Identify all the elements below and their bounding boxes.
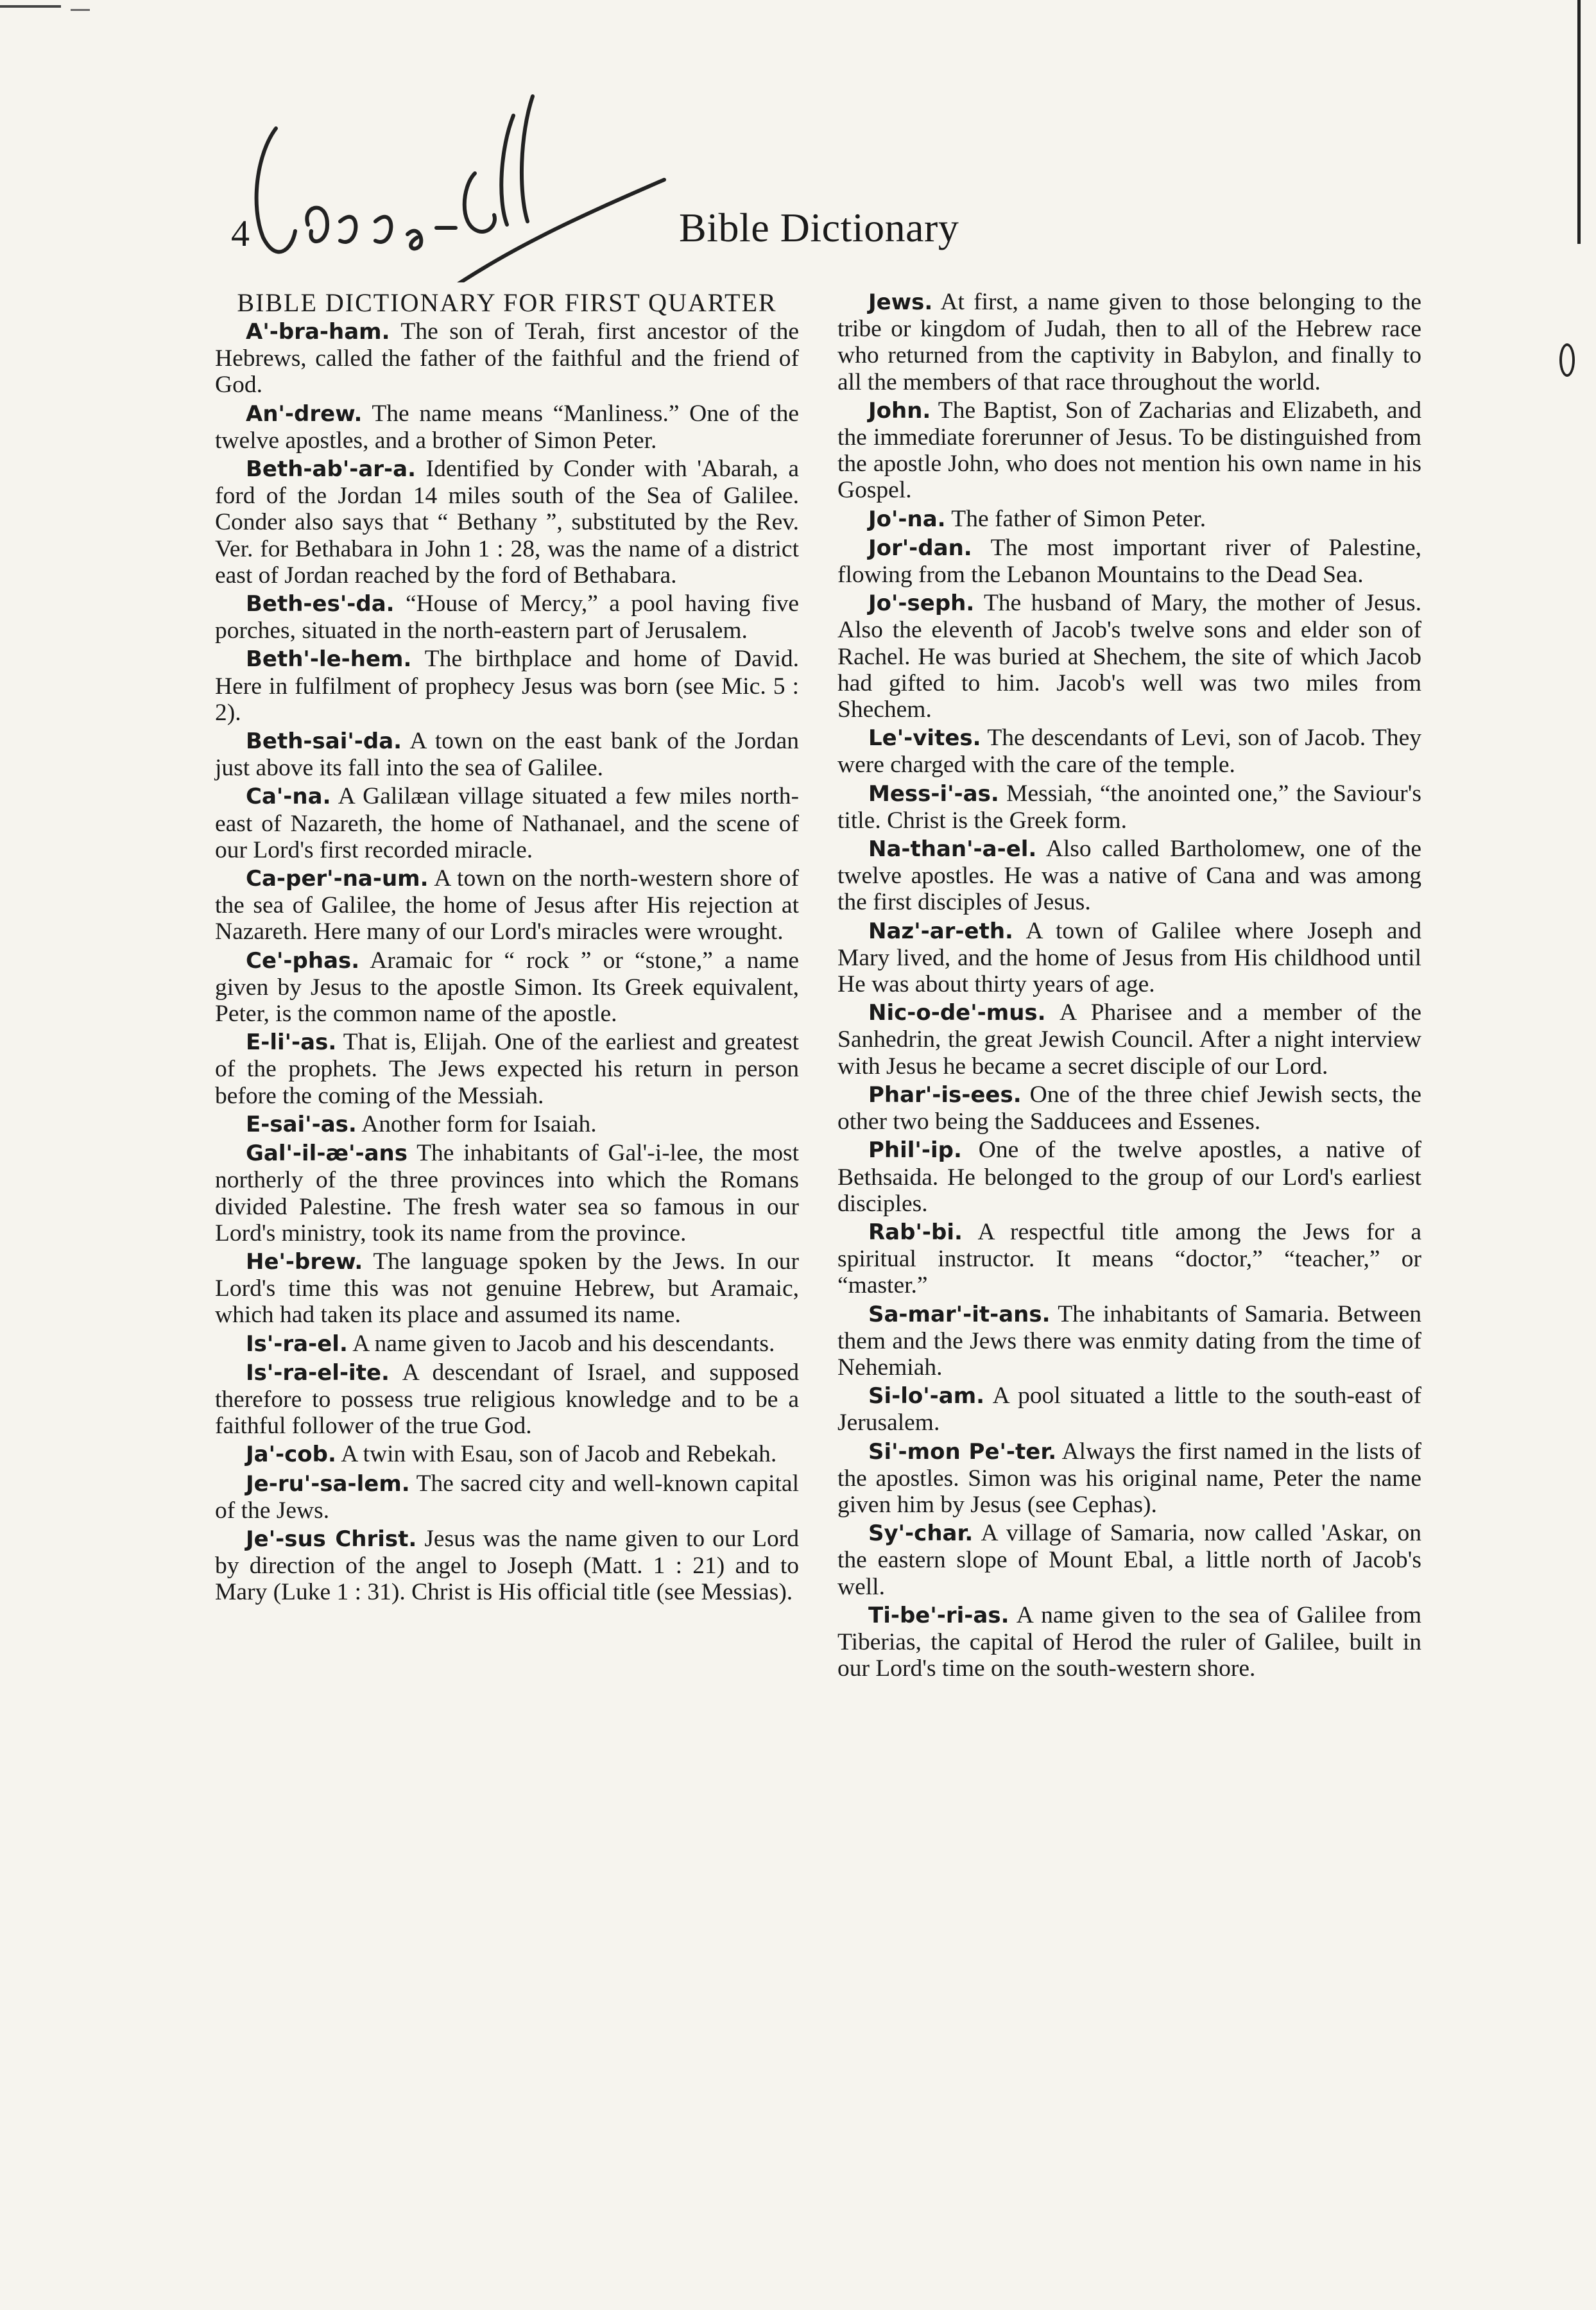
entry-term: Ca'-na. <box>246 784 331 810</box>
entry-term: Beth-ab'-ar-a. <box>246 456 416 483</box>
dictionary-entry <box>215 947 799 1028</box>
margin-mark <box>1559 343 1575 377</box>
entry-definition: A town on the north-western shore of the sea of Galilee, the home of Jesus after His rejection at Nazareth. Here many of our Lord's miracles were wrought. <box>215 865 799 945</box>
dictionary-entry <box>837 590 1421 723</box>
dictionary-entry <box>837 1438 1421 1519</box>
dictionary-entry <box>215 646 799 726</box>
dictionary-entry <box>837 1137 1421 1217</box>
section-title: BIBLE DICTIONARY FOR FIRST QUARTER <box>237 288 777 317</box>
dictionary-entry <box>215 401 799 454</box>
entry-definition: A twin with Esau, son of Jacob and Rebekah. <box>341 1441 777 1468</box>
dictionary-entry <box>837 836 1421 916</box>
dictionary-entry <box>215 318 799 399</box>
entry-definition: The sacred city and well-known capital of the Jews. <box>215 1470 799 1524</box>
entry-definition: The Baptist, Son of Zacharias and Elizabeth, and the immediate forerunner of Jesus. To be distinguished from the apostle John, who does not mention his own name in his Gospel. <box>837 397 1421 504</box>
entry-term: Jor'-dan. <box>868 535 972 561</box>
page-number: 4 <box>231 212 250 254</box>
dictionary-entry <box>215 1359 799 1440</box>
entry-term: Jo'-na. <box>868 506 946 532</box>
entry-definition: Jesus was the name given to our Lord by direction of the angel to Joseph (Matt. 1 : 21) and to Mary (Luke 1 : 31). Christ is His official title (see Messias). <box>215 1525 800 1606</box>
dictionary-entry <box>215 1111 799 1138</box>
dictionary-entry <box>837 1520 1421 1600</box>
dictionary-entry <box>215 456 799 589</box>
entry-definition: At first, a name given to those belonging to the tribe or kingdom of Judah, then to all of the Hebrew race who returned from the captivity in Babylon, and finally to all the members of that race throughout the world. <box>837 289 1421 395</box>
entry-term: Beth-sai'-da. <box>246 728 402 755</box>
entry-definition: One of the twelve apostles, a native of Bethsaida. He belonged to the group of our Lord's earliest disciples. <box>837 1137 1421 1217</box>
dictionary-entry <box>215 1526 799 1606</box>
entry-term: Is'-ra-el. <box>246 1331 348 1357</box>
entry-definition: That is, Elijah. One of the earliest and greatest of the prophets. The Jews expected his return in person before the coming of the Messiah. <box>215 1029 799 1109</box>
dictionary-entry <box>215 728 799 781</box>
entry-term: Ja'-cob. <box>246 1442 336 1468</box>
entry-definition: A name given to the sea of Galilee from Tiberias, the capital of Herod the ruler of Galilee, built in our Lord's time on the south-western shore. <box>837 1601 1421 1682</box>
entry-term: He'-brew. <box>246 1248 363 1275</box>
entry-definition: The birthplace and home of David. Here in fulfilment of prophecy Jesus was born (see Mic. 5 : 2). <box>215 646 799 726</box>
dictionary-entry <box>837 999 1421 1080</box>
entry-definition: The inhabitants of Samaria. Between them and the Jews there was enmity dating from the time of Nehemiah. <box>837 1300 1422 1381</box>
entry-term: Si-lo'-am. <box>868 1383 985 1409</box>
entry-definition: Aramaic for “ rock ” or “stone,” a name given by Jesus to the apostle Simon. Its Greek equivalent, Peter, is the common name of the apostle. <box>215 947 799 1028</box>
dictionary-entry <box>837 1219 1421 1299</box>
entry-definition: Identified by Conder with 'Abarah, a ford of the Jordan 14 miles south of the Sea of Galilee. Conder also says that “ Bethany ”, substituted by the Rev. Ver. for Bethabara in John 1 : 28, was the name of a district east of Jordan reached by the ford of Bethabara. <box>215 456 800 589</box>
dictionary-entry <box>837 1383 1421 1436</box>
entry-term: Is'-ra-el-ite. <box>246 1359 390 1386</box>
entry-term: Jews. <box>868 289 933 315</box>
entry-definition: A Galilæan village situated a few miles north-east of Nazareth, the home of Nathanael, and the scene of our Lord's first recorded miracle. <box>215 783 799 863</box>
dictionary-entry <box>215 590 799 644</box>
page-header-title: Bible Dictionary <box>679 205 959 250</box>
page-edge-line <box>1577 0 1581 244</box>
dictionary-entry <box>215 1248 799 1329</box>
entry-definition: Also called Bartholomew, one of the twelve apostles. He was a native of Cana and was among the first disciples of Jesus. <box>837 836 1421 916</box>
dictionary-entry <box>837 535 1421 588</box>
dictionary-entry <box>837 397 1421 504</box>
entry-term: An'-drew. <box>246 401 363 427</box>
entry-definition: The language spoken by the Jews. In our Lord's time this was not genuine Hebrew, but Aramaic, which had taken its place and assumed its name. <box>215 1248 800 1329</box>
entry-term: Ce'-phas. <box>246 947 360 974</box>
entry-term: Jo'-seph. <box>868 590 975 617</box>
dictionary-entry <box>215 783 799 863</box>
entry-definition: The inhabitants of Gal'-i-lee, the most northerly of the three provinces into which the Romans divided Palestine. The fresh water sea so famous in our Lord's ministry, took its name from the province. <box>215 1140 800 1246</box>
entry-term: Le'-vites. <box>868 725 981 752</box>
right-column <box>837 289 1421 1684</box>
dictionary-entry <box>215 1029 799 1109</box>
entry-term: Beth'-le-hem. <box>246 646 412 673</box>
dictionary-entry <box>215 1331 799 1358</box>
entry-definition: A descendant of Israel, and supposed therefore to possess true religious knowledge and to be a faithful follower of the true God. <box>215 1359 799 1440</box>
entry-definition: The father of Simon Peter. <box>951 505 1206 532</box>
entry-definition: Another form for Isaiah. <box>361 1110 597 1137</box>
entry-definition: The descendants of Levi, son of Jacob. They were charged with the care of the temple. <box>837 725 1421 779</box>
entry-definition: A Pharisee and a member of the Sanhedrin, the great Jewish Council. After a night interview with Jesus he became a secret disciple of our Lord. <box>837 999 1421 1080</box>
entry-term: A'-bra-ham. <box>246 319 390 345</box>
entry-term: Je'-sus Christ. <box>246 1526 417 1552</box>
dictionary-entry <box>837 725 1421 778</box>
entry-definition: A pool situated a little to the south-east of Jerusalem. <box>837 1383 1421 1436</box>
dictionary-entry <box>837 289 1421 395</box>
entry-definition: One of the three chief Jewish sects, the other two being the Sadducees and Essenes. <box>837 1081 1421 1135</box>
entry-term: Si'-mon Pe'-ter. <box>868 1438 1057 1465</box>
entry-definition: A town on the east bank of the Jordan just above its fall into the sea of Galilee. <box>215 728 799 782</box>
dictionary-entry <box>837 918 1421 998</box>
entry-definition: A village of Samaria, now called 'Askar, on the eastern slope of Mount Ebal, a little north of Jacob's well. <box>837 1520 1421 1600</box>
entry-term: Sy'-char. <box>868 1521 974 1547</box>
left-column <box>215 289 799 1608</box>
dictionary-entry <box>215 1470 799 1524</box>
entry-term: E-li'-as. <box>246 1030 337 1056</box>
scan-mark <box>71 9 90 11</box>
entry-term: Mess-i'-as. <box>868 780 999 807</box>
entry-definition: A respectful title among the Jews for a spiritual instructor. It means “doctor,” “teacher,” or “master.” <box>837 1218 1421 1299</box>
entry-term: Ti-be'-ri-as. <box>868 1602 1009 1628</box>
dictionary-entry <box>215 1441 799 1468</box>
entry-list-left <box>215 318 799 1606</box>
entry-definition: The son of Terah, first ancestor of the Hebrews, called the father of the faithful and the friend of God. <box>215 318 799 399</box>
entry-term: Nic-o-de'-mus. <box>868 1000 1046 1026</box>
dictionary-entry <box>837 1602 1421 1682</box>
entry-definition: “House of Mercy,” a pool having five porches, situated in the north-eastern part of Jerusalem. <box>215 590 799 644</box>
entry-definition: A name given to Jacob and his descendants. <box>352 1330 775 1357</box>
entry-definition: Messiah, “the anointed one,” the Saviour's title. Christ is the Greek form. <box>837 780 1421 834</box>
entry-definition: The name means “Manliness.” One of the twelve apostles, and a brother of Simon Peter. <box>215 400 800 454</box>
handwritten-annotation <box>231 77 667 282</box>
scan-mark <box>0 5 61 8</box>
entry-term: Gal'-il-æ'-ans <box>246 1141 408 1167</box>
entry-term: Na-than'-a-el. <box>868 836 1037 863</box>
entry-term: Beth-es'-da. <box>246 591 395 617</box>
entry-term: E-sai'-as. <box>246 1111 357 1137</box>
entry-definition: The most important river of Palestine, flowing from the Lebanon Mountains to the Dead Sea. <box>837 534 1422 589</box>
dictionary-entry <box>837 1301 1421 1381</box>
dictionary-entry <box>837 1082 1421 1135</box>
entry-term: Naz'-ar-eth. <box>868 918 1013 944</box>
entry-term: Ca-per'-na-um. <box>246 866 429 892</box>
entry-term: Rab'-bi. <box>868 1219 963 1245</box>
dictionary-entry <box>837 780 1421 834</box>
dictionary-entry <box>215 1140 799 1246</box>
dictionary-entry <box>837 506 1421 533</box>
entry-list-right <box>837 289 1421 1682</box>
entry-term: John. <box>868 397 931 424</box>
entry-definition: The husband of Mary, the mother of Jesus. Also the eleventh of Jacob's twelve sons and elder son of Rachel. He was buried at Shechem, the site of which Jacob had gifted to him. Jacob's well was two miles from Shechem. <box>837 590 1421 723</box>
entry-term: Sa-mar'-it-ans. <box>868 1301 1051 1327</box>
entry-term: Je-ru'-sa-lem. <box>246 1470 410 1497</box>
dictionary-entry <box>215 865 799 945</box>
entry-definition: Always the first named in the lists of the apostles. Simon was his original name, Peter the name given him by Jesus (see Cephas). <box>837 1438 1422 1518</box>
entry-definition: A town of Galilee where Joseph and Mary lived, and the home of Jesus from His childhood until He was about thirty years of age. <box>837 917 1421 998</box>
entry-term: Phar'-is-ees. <box>868 1082 1022 1108</box>
entry-term: Phil'-ip. <box>868 1137 962 1164</box>
